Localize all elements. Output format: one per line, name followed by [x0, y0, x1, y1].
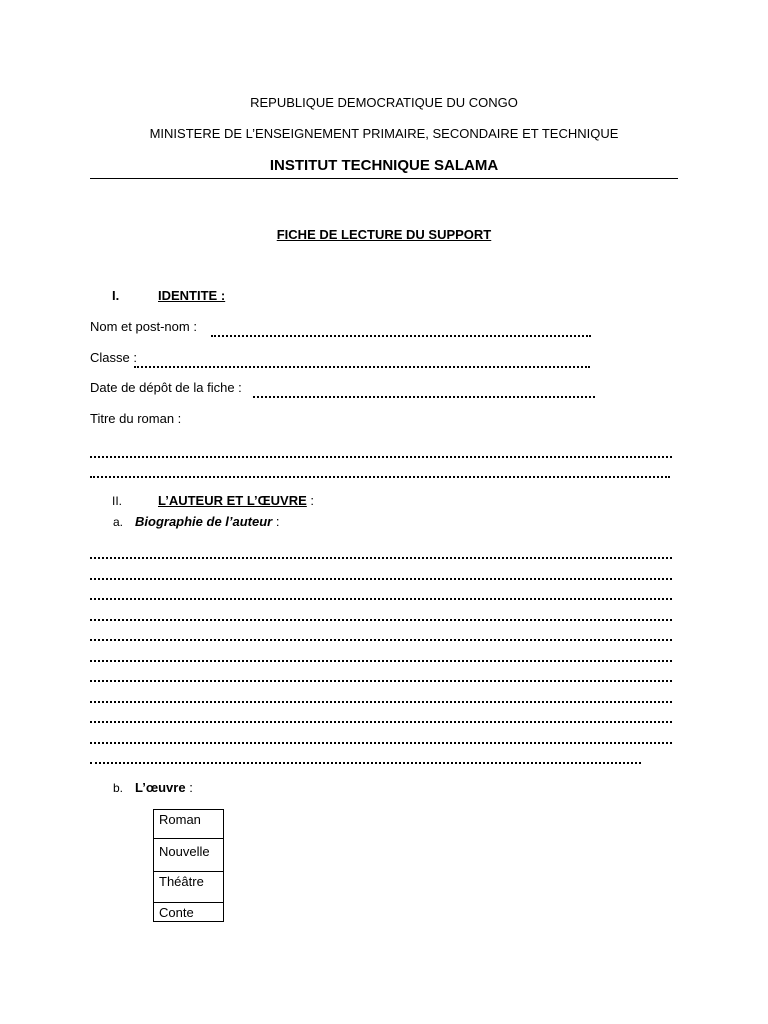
document-title: FICHE DE LECTURE DU SUPPORT — [276, 227, 492, 242]
sub-b-letter: b. — [113, 781, 124, 795]
sub-a-letter: a. — [113, 515, 124, 529]
work-type-nouvelle[interactable]: Nouvelle — [159, 844, 210, 859]
section-2-number: II. — [112, 494, 123, 508]
table-divider — [154, 871, 223, 872]
section-2-heading — [158, 493, 314, 508]
biography-fill-line-11[interactable] — [90, 748, 641, 764]
biography-fill-line-1[interactable] — [90, 543, 672, 559]
sub-b-heading — [135, 780, 193, 795]
biography-fill-line-9[interactable] — [90, 707, 672, 723]
field-nom-label: Nom et post-nom : — [90, 319, 197, 334]
section-1-number: I. — [112, 288, 120, 303]
field-nom-fill-line[interactable] — [211, 321, 591, 337]
biography-fill-line-4[interactable] — [90, 605, 672, 621]
section-2-title-suffix: : — [306, 493, 315, 508]
biography-fill-line-3[interactable] — [90, 584, 672, 600]
work-type-conte[interactable]: Conte — [159, 905, 194, 920]
table-divider — [154, 902, 223, 903]
work-type-table — [153, 809, 224, 922]
biography-fill-line-7[interactable] — [90, 666, 672, 682]
section-1-title: IDENTITE : — [158, 288, 226, 303]
table-divider — [154, 838, 223, 839]
sub-b-title: L’œuvre — [135, 780, 186, 795]
section-2-title: L’AUTEUR ET L’ŒUVRE — [158, 493, 307, 508]
biography-fill-line-5[interactable] — [90, 625, 672, 641]
sub-a-suffix: : — [272, 514, 280, 529]
header-rule — [90, 178, 678, 179]
field-classe-fill-line[interactable] — [134, 352, 590, 368]
field-classe-label: Classe : — [90, 350, 137, 365]
work-type-theatre[interactable]: Théâtre — [159, 874, 204, 889]
ministry-name: MINISTERE DE L’ENSEIGNEMENT PRIMAIRE, SECONDAIRE ET TECHNIQUE — [149, 126, 619, 141]
sub-a-title: Biographie de l’auteur — [135, 514, 273, 529]
country-name: REPUBLIQUE DEMOCRATIQUE DU CONGO — [250, 95, 518, 110]
sub-b-suffix: : — [185, 780, 193, 795]
titre-fill-line-1[interactable] — [90, 442, 672, 458]
work-type-roman[interactable]: Roman — [159, 812, 201, 827]
institute-name: INSTITUT TECHNIQUE SALAMA — [269, 157, 499, 174]
sub-a-heading — [135, 514, 279, 529]
field-titre-label: Titre du roman : — [90, 411, 182, 426]
biography-fill-line-10[interactable] — [90, 728, 672, 744]
field-date-fill-line[interactable] — [253, 382, 595, 398]
biography-fill-line-6[interactable] — [90, 646, 672, 662]
field-date-label: Date de dépôt de la fiche : — [90, 380, 242, 395]
biography-fill-line-2[interactable] — [90, 564, 672, 580]
titre-fill-line-2[interactable] — [90, 462, 670, 478]
biography-fill-line-8[interactable] — [90, 687, 672, 703]
